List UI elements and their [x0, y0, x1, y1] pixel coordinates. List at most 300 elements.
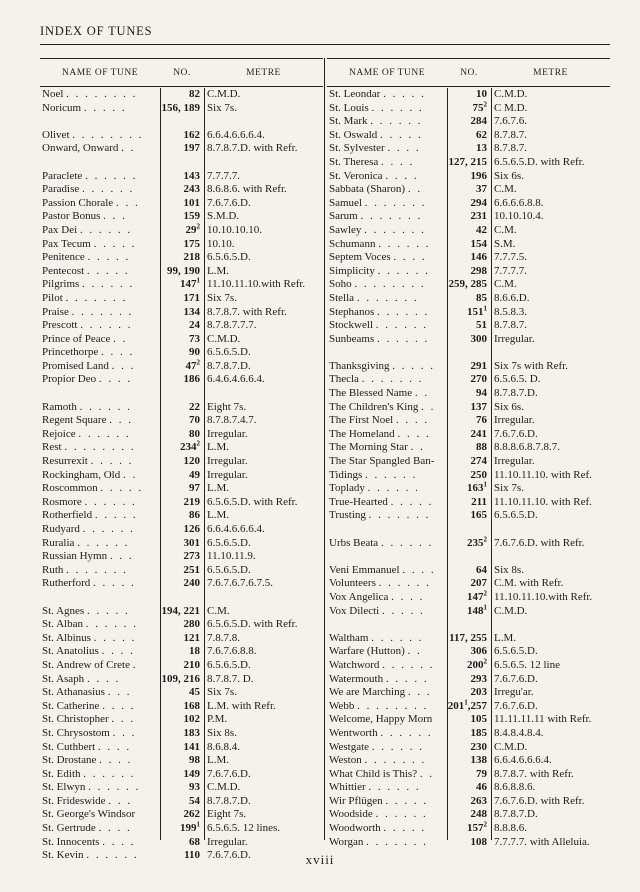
- leader-dots: . . . .: [102, 835, 136, 848]
- tune-metre: S.M.: [494, 237, 516, 250]
- tune-number-text: 127, 215: [448, 155, 487, 168]
- tune-number-text: 117, 255: [449, 631, 487, 644]
- tune-number-text: 210: [183, 658, 200, 671]
- leader-dots: . . .: [103, 210, 127, 223]
- table-row: [327, 278, 610, 292]
- table-row: [40, 210, 323, 224]
- tune-metre: 6.5.6.5. D.: [494, 373, 541, 386]
- tune-metre: L.M.: [207, 754, 229, 767]
- tune-number: [447, 496, 491, 510]
- tune-number: [160, 700, 204, 714]
- tune-number-text: 240: [183, 577, 200, 590]
- tune-name: [327, 822, 447, 836]
- tune-metre: 6.4.6.4.6.6.4.: [207, 373, 265, 386]
- tune-name: [327, 428, 447, 442]
- tune-metre: [204, 591, 323, 605]
- page-number: xviii: [305, 852, 335, 867]
- tune-metre: 7.6.7.6.: [494, 115, 527, 128]
- tune-number: [447, 754, 491, 768]
- tune-metre: 6.5.6.5.D.: [207, 346, 251, 359]
- leader-dots: . . . . .: [380, 128, 423, 141]
- table-row: [327, 836, 610, 850]
- tune-name: [327, 632, 447, 646]
- tune-name-text: Paraclete: [42, 169, 83, 182]
- leader-dots: . . . . . .: [86, 849, 139, 862]
- tune-metre: 6.5.6.5.D.: [207, 251, 251, 264]
- tune-number-text: 80: [189, 427, 200, 440]
- tune-name-text: Stella: [329, 291, 355, 304]
- tune-number-text: 18: [189, 645, 200, 658]
- tune-name: [40, 346, 160, 360]
- table-row: [327, 319, 610, 333]
- tune-name-text: St. Frideswide: [42, 794, 106, 807]
- tune-metre: 7.7.7.7.: [494, 264, 527, 277]
- table-row: [40, 700, 323, 714]
- tune-metre: C.M.D.: [494, 740, 528, 753]
- tune-name-text: Westgate: [329, 740, 370, 753]
- leader-dots: . . . .: [99, 754, 133, 767]
- tune-name: [327, 550, 447, 564]
- tune-metre: 10.10.: [207, 237, 235, 250]
- tune-number: [447, 142, 491, 156]
- leader-dots: . . . . .: [385, 794, 429, 807]
- tune-metre: 6.5.6.5.D.: [494, 645, 538, 658]
- tune-name-text: The Star Spangled Ban-: [329, 455, 435, 468]
- tune-number: [160, 496, 204, 510]
- leader-dots: . . . . .: [87, 251, 131, 264]
- table-row: [327, 401, 610, 415]
- table-row: [327, 238, 610, 252]
- leader-dots: . . . . . .: [371, 631, 424, 644]
- tune-name-text: Woodside: [329, 808, 373, 821]
- tune-name-text: St. Kevin: [42, 849, 84, 862]
- tune-number-text: 101: [183, 196, 200, 209]
- tune-name: [40, 727, 160, 741]
- tune-name: [40, 795, 160, 809]
- tune-name: [327, 686, 447, 700]
- tune-number: [447, 441, 491, 455]
- tune-name: [40, 333, 160, 347]
- tune-name-text: Russian Hymn: [42, 550, 108, 563]
- table-row: [327, 781, 610, 795]
- table-row: [327, 686, 610, 700]
- tune-number-text: 270: [470, 373, 487, 386]
- leader-dots: . . . . .: [83, 101, 127, 114]
- tune-metre: Irregular.: [207, 468, 248, 481]
- table-row: [40, 265, 323, 279]
- tune-name: [327, 292, 447, 306]
- tune-name-text: Wentworth: [329, 726, 378, 739]
- tune-number: [447, 768, 491, 782]
- tune-name-text: Noel: [42, 88, 64, 100]
- leader-dots: . . . . . .: [79, 223, 133, 236]
- tune-name: [327, 197, 447, 211]
- table-row: [327, 509, 610, 523]
- tune-number: [160, 401, 204, 415]
- tune-number: [447, 265, 491, 279]
- tune-metre: 7.6.7.6.8.8.: [207, 645, 257, 658]
- table-row: [40, 224, 323, 238]
- tune-number-text: 284: [470, 115, 487, 128]
- tune-number-text: 121: [183, 631, 200, 644]
- tune-name: [40, 713, 160, 727]
- table-row: [327, 577, 610, 591]
- tune-name-text: St. Agnes: [42, 604, 85, 617]
- table-row: [40, 741, 323, 755]
- tune-number-text: 75: [472, 101, 484, 114]
- tune-number: [447, 795, 491, 809]
- table-row: [40, 591, 323, 605]
- tune-number-text: 120: [183, 455, 200, 468]
- leader-dots: . . . . . .: [382, 658, 435, 671]
- tune-number: [447, 632, 491, 646]
- leader-dots: . . . .: [393, 251, 427, 264]
- tune-number-text: 248: [470, 808, 487, 821]
- tune-metre: 6.5.6.5.D.: [207, 536, 251, 549]
- leader-dots: . . . . . .: [85, 618, 138, 631]
- table-row: [40, 455, 323, 469]
- tune-metre: 8.4.8.4.8.4.: [494, 726, 544, 739]
- table-row: [327, 265, 610, 279]
- tune-number-text: 82: [189, 88, 200, 100]
- tune-metre: 7.6.7.6.7.6.7.5.: [207, 577, 273, 590]
- tune-name-text: Sarum: [329, 210, 358, 223]
- tune-number: [160, 550, 204, 564]
- tune-metre: 7.6.7.6.D.: [494, 672, 538, 685]
- tune-number-text: 141: [183, 740, 200, 753]
- table-row: [40, 659, 323, 673]
- tune-number: [160, 482, 204, 496]
- table-row: [327, 768, 610, 782]
- tune-name-text: Samuel: [329, 196, 362, 209]
- tune-name: [40, 591, 160, 605]
- table-row: [40, 156, 323, 170]
- tune-number-extra: ,257: [467, 699, 487, 712]
- table-row: [327, 346, 610, 360]
- tune-number-text: 293: [470, 672, 487, 685]
- tune-number-text: 186: [183, 373, 200, 386]
- table-row: [327, 170, 610, 184]
- tune-name-text: Rotherfield: [42, 509, 93, 522]
- tune-metre: 7.6.7.6.D.: [494, 427, 538, 440]
- tune-name: [40, 482, 160, 496]
- tune-name: [327, 537, 447, 551]
- table-row: [327, 482, 610, 496]
- table-row: [40, 278, 323, 292]
- table-row: [327, 251, 610, 265]
- table-row: [327, 523, 610, 537]
- right-column-header: [327, 58, 610, 87]
- tune-number: [160, 591, 204, 605]
- tune-number: [447, 115, 491, 129]
- tune-number: [447, 602, 491, 619]
- leader-dots: . .: [121, 142, 136, 155]
- tune-metre: 8.6.6.D.: [494, 291, 530, 304]
- tune-number-text: 262: [183, 808, 200, 821]
- tune-name-text: Thanksgiving: [329, 359, 390, 372]
- leader-dots: . . . . .: [93, 577, 136, 590]
- tune-name-text: Rejoice: [42, 427, 76, 440]
- tune-number-text: 162: [183, 128, 200, 141]
- tune-number-text: 168: [183, 699, 200, 712]
- table-row: [40, 768, 323, 782]
- leader-dots: . . . . . .: [77, 536, 130, 549]
- tune-number-text: 64: [476, 563, 487, 576]
- tune-metre: 7.6.7.6.D.: [207, 196, 251, 209]
- tune-name: [40, 156, 160, 170]
- table-row: [327, 455, 610, 469]
- tune-name-text: Thecla: [329, 373, 359, 386]
- tune-name-text: St. Oswald: [329, 128, 378, 141]
- tune-name-text: Penitence: [42, 251, 85, 264]
- header-no: NO.: [173, 67, 191, 78]
- tune-name-text: St. Innocents: [42, 835, 100, 848]
- table-row: [40, 306, 323, 320]
- tune-name: [327, 482, 447, 496]
- tune-number-text: 251: [183, 563, 200, 576]
- leader-dots: . . . . . . .: [364, 196, 427, 209]
- tune-number-text: 250: [470, 468, 487, 481]
- tune-name-text: Vox Angelica: [329, 590, 389, 603]
- leader-dots: . . . . . .: [376, 332, 430, 345]
- tune-name-text: Vox Dilecti: [329, 604, 380, 617]
- tune-number: [447, 618, 491, 632]
- tune-number: [160, 673, 204, 687]
- tune-name-text: St. Christopher: [42, 713, 109, 726]
- table-row: [40, 387, 323, 401]
- tune-name: [327, 387, 447, 401]
- tune-metre: 8.7.8.7.D.: [494, 808, 538, 821]
- tune-name-text: Regent Square: [42, 414, 107, 427]
- leader-dots: . . . . . . .: [356, 291, 419, 304]
- tune-number-text: 24: [189, 319, 200, 332]
- tune-number: [447, 509, 491, 523]
- tune-number-text: 42: [476, 223, 487, 236]
- tune-name: [327, 183, 447, 197]
- table-row: [40, 686, 323, 700]
- tune-name-text: St. Gertrude: [42, 822, 96, 835]
- tune-metre: L.M.: [207, 264, 229, 277]
- table-row: [327, 183, 610, 197]
- leader-dots: . . .: [115, 196, 140, 209]
- tune-metre: 7.6.7.6.D.: [494, 699, 538, 712]
- tune-number-text: 22: [189, 400, 200, 413]
- tune-number-text: 90: [189, 346, 200, 359]
- table-row: [40, 537, 323, 551]
- table-row: [40, 632, 323, 646]
- tune-name: [40, 224, 160, 238]
- tune-metre: Irregular.: [207, 835, 248, 848]
- tune-name: [40, 523, 160, 537]
- tune-metre: [204, 115, 323, 129]
- tune-number: [160, 469, 204, 483]
- tune-name-text: Propior Deo: [42, 373, 97, 386]
- tune-number-text: 163: [467, 482, 484, 495]
- tune-name-text: Ruth: [42, 563, 64, 576]
- tune-name: [40, 387, 160, 401]
- table-row: [327, 673, 610, 687]
- table-row: [327, 129, 610, 143]
- tune-name-text: St. Sylvester: [329, 142, 385, 155]
- tune-number: [160, 441, 204, 455]
- tune-number-text: 98: [189, 754, 200, 767]
- leader-dots: . . .: [109, 414, 133, 427]
- leader-dots: . . . . .: [381, 604, 425, 617]
- leader-dots: . . .: [111, 359, 136, 372]
- tune-number: [447, 727, 491, 741]
- tune-name: [327, 741, 447, 755]
- tune-name-text: Septem Voces: [329, 251, 391, 264]
- tune-number-text: 280: [183, 618, 200, 631]
- tune-number: [447, 686, 491, 700]
- tune-number-text: 138: [470, 754, 487, 767]
- leader-dots: . . . .: [97, 740, 132, 753]
- tune-name-text: True-Hearted: [329, 495, 388, 508]
- tune-number: [447, 455, 491, 469]
- tune-metre: 6.6.4.6.6.6.4.: [207, 523, 265, 535]
- tune-number-text: 79: [476, 767, 487, 780]
- leader-dots: . .: [113, 332, 128, 345]
- tune-metre: 7.6.7.6.D. with Refr.: [494, 794, 585, 807]
- tune-number: [160, 373, 204, 387]
- tune-name-text: Sawley: [329, 223, 362, 236]
- table-row: [40, 251, 323, 265]
- table-row: [40, 482, 323, 496]
- tune-number-text: 94: [476, 387, 487, 400]
- tune-name: [40, 306, 160, 320]
- tune-name-text: St. George's Windsor: [42, 808, 136, 821]
- leader-dots: . . . . . .: [83, 767, 136, 780]
- table-row: [40, 102, 323, 116]
- tune-name-text: The Children's King: [329, 400, 419, 413]
- tune-number-text: 201: [447, 699, 465, 712]
- leader-dots: . . . . . .: [364, 468, 418, 481]
- tune-name-text: Schumann: [329, 237, 376, 250]
- tune-name-text: Rudyard: [42, 523, 80, 535]
- tune-name: [40, 441, 160, 455]
- tune-number: [160, 659, 204, 673]
- tune-name: [40, 278, 160, 292]
- tune-number-text: 70: [189, 414, 200, 427]
- tune-name: [327, 455, 447, 469]
- tune-name-text: St. Athanasius: [42, 686, 105, 699]
- tune-name: [327, 577, 447, 591]
- tune-name-text: Pastor Bonus: [42, 210, 101, 223]
- table-row: [40, 428, 323, 442]
- leader-dots: . . . . . .: [82, 183, 135, 196]
- tune-name: [40, 129, 160, 143]
- tune-number-text: 159: [183, 210, 200, 223]
- table-row: [40, 373, 323, 387]
- tune-number-text: 147: [180, 278, 197, 291]
- tune-name: [40, 360, 160, 374]
- tune-name: [327, 618, 447, 632]
- tune-name-text: Weston: [329, 754, 362, 767]
- tune-name: [327, 605, 447, 619]
- tune-metre: 7.7.7.7.: [207, 169, 240, 182]
- tune-number-text: 199: [180, 822, 197, 835]
- left-column: [40, 58, 323, 862]
- table-row: [327, 210, 610, 224]
- tune-number: [447, 278, 491, 292]
- table-row: [327, 292, 610, 306]
- tune-name: [327, 333, 447, 347]
- leader-dots: . . . .: [395, 414, 430, 427]
- table-row: [327, 534, 610, 551]
- tune-number-text: 151: [467, 305, 484, 318]
- leader-dots: . . . .: [100, 346, 135, 359]
- tune-metre: Six 8s.: [207, 726, 237, 739]
- tune-metre: 7.8.7.8.: [207, 631, 240, 644]
- tune-metre: C.M. with Refr.: [494, 577, 564, 590]
- tune-number-text: 97: [189, 482, 200, 495]
- tune-name-text: Roscommon: [42, 482, 98, 495]
- tune-number-text: 73: [189, 332, 200, 345]
- tune-number-text: 194, 221: [161, 604, 200, 617]
- tune-name-text: Whittier: [329, 781, 366, 794]
- tune-metre: L.M.: [207, 441, 229, 454]
- tune-number: [160, 129, 204, 143]
- tune-number: [160, 577, 204, 591]
- tune-metre: 8.7.8.7.: [494, 128, 527, 141]
- leader-dots: . . . . . . .: [71, 305, 134, 318]
- tune-name: [40, 401, 160, 415]
- tune-number-text: 218: [183, 251, 200, 264]
- tune-name: [327, 496, 447, 510]
- table-row: [327, 360, 610, 374]
- leader-dots: . . . . . .: [378, 237, 431, 250]
- table-row: [327, 564, 610, 578]
- tune-number: [160, 414, 204, 428]
- tune-name-text: We are Marching: [329, 686, 406, 699]
- tune-name-text: St. Andrew of Crete: [42, 658, 130, 671]
- leader-dots: . .: [421, 400, 436, 413]
- tune-number: [160, 713, 204, 727]
- tune-metre: [491, 618, 610, 632]
- right-column: [327, 58, 610, 848]
- leader-dots: . . . . .: [392, 359, 435, 372]
- leader-dots: . . .: [111, 713, 136, 726]
- table-row: [327, 99, 610, 116]
- tune-name-text: Pilgrims: [42, 278, 80, 291]
- tune-name: [327, 210, 447, 224]
- tune-name: [40, 183, 160, 197]
- tune-name: [327, 142, 447, 156]
- leader-dots: . . . . . .: [79, 400, 132, 413]
- tune-name: [40, 469, 160, 483]
- tune-number-text: 76: [476, 414, 487, 427]
- tune-number-text: 102: [183, 713, 200, 726]
- tune-number: [447, 741, 491, 755]
- leader-dots: . . .: [109, 550, 134, 563]
- leader-dots: . . . . . .: [377, 264, 430, 277]
- leader-dots: . . . . . . . .: [357, 699, 429, 712]
- tune-number: [160, 537, 204, 551]
- leader-dots: . .: [122, 468, 138, 481]
- tune-number-text: 148: [467, 604, 484, 617]
- tune-number-text: 62: [476, 128, 487, 141]
- tune-name-text: Urbs Beata: [329, 536, 379, 549]
- tune-name: [40, 142, 160, 156]
- header-metre: METRE: [246, 67, 281, 78]
- tune-name-text: Passion Chorale: [42, 196, 114, 209]
- table-row: [327, 822, 610, 836]
- tune-name-text: St. Alban: [42, 618, 83, 631]
- tune-number: [447, 673, 491, 687]
- tune-name: [327, 360, 447, 374]
- tune-name: [40, 170, 160, 184]
- tune-metre: 6.5.6.5. 12 line: [494, 658, 560, 671]
